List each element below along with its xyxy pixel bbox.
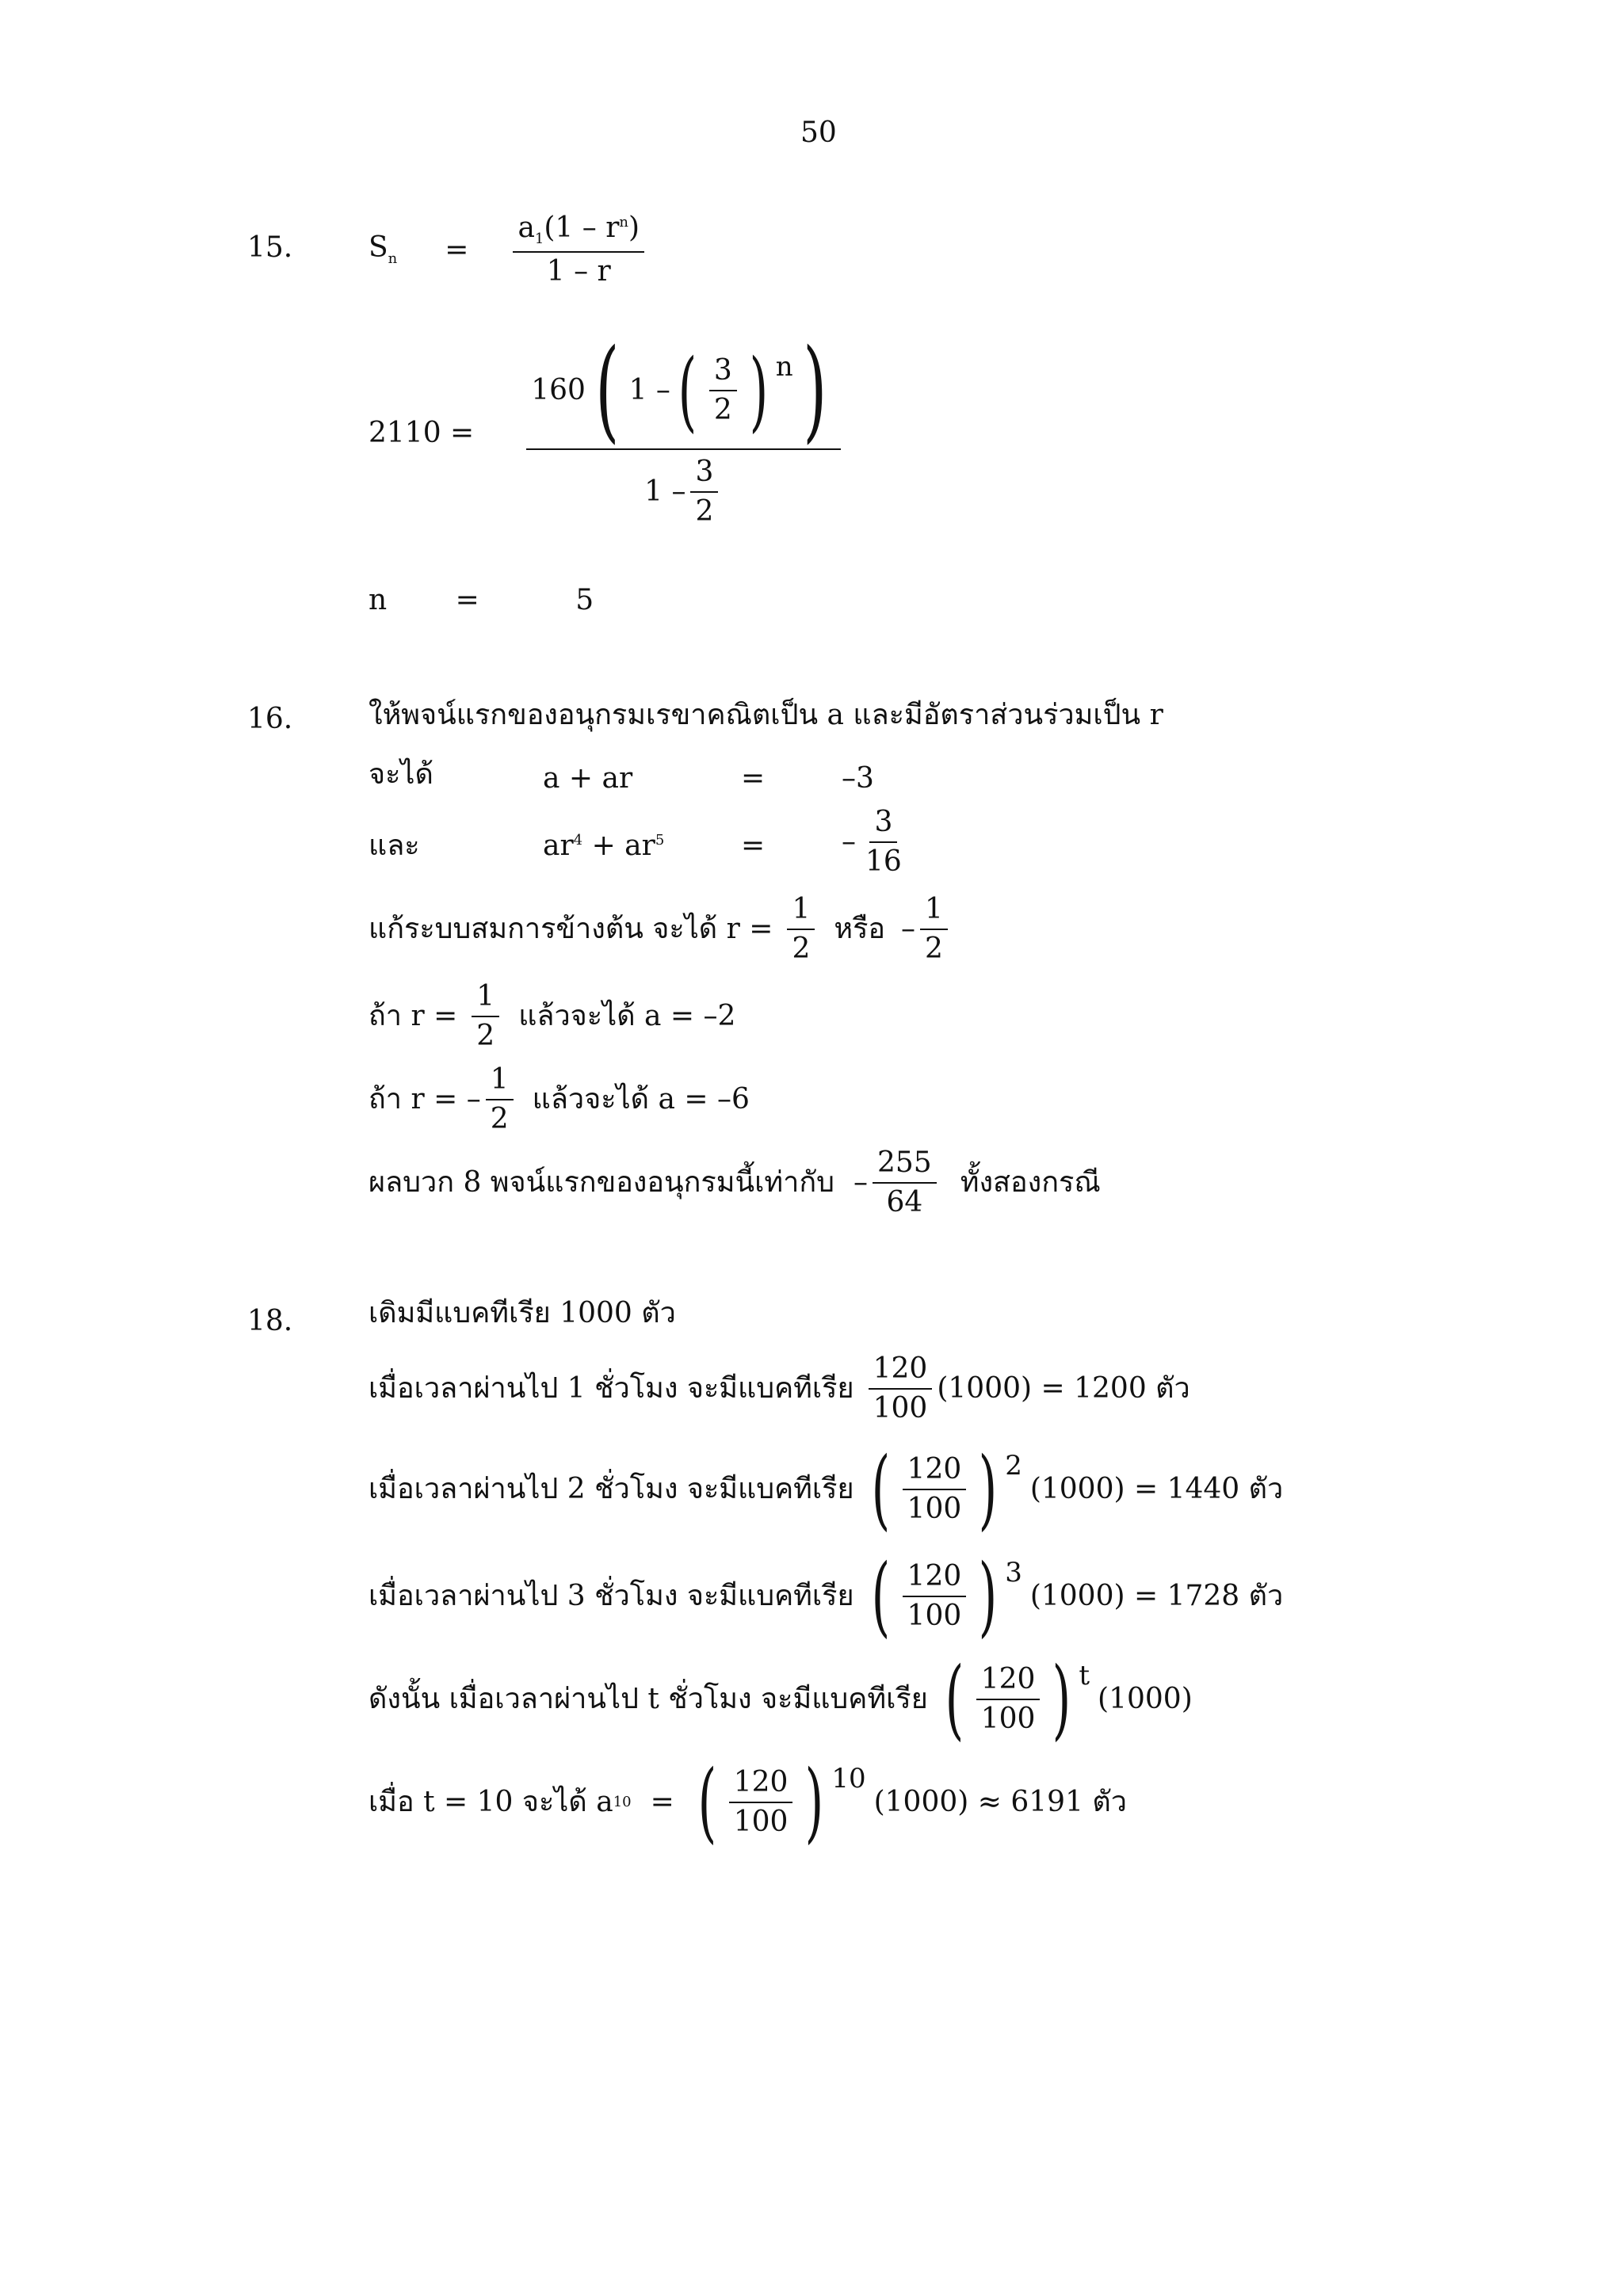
p15-line3: n = 5 [369,584,594,616]
p16-r6: ผลบวก 8 พจน์แรกของอนุกรมนี้เท่ากับ – $\frac{255}{64}$ ทั้งสองกรณี [369,1146,1101,1219]
p15-line1 [369,214,649,286]
p16-r2-expr: $ar^4 + ar^5$ [543,830,665,862]
p16-r1-rhs: –3 [842,762,874,795]
p18-hour2: เมื่อเวลาผ่านไป 2 ชั่วโมง จะมีแบคทีเรีย ( $\frac{120}{100}$ ) 2 (1000) = 1440 ตัว [369,1438,1284,1539]
problem-16-label: 16. [247,703,293,735]
p16-r2-word: และ [369,830,420,862]
p16-r1-word: จะได้ [369,758,433,791]
p16-intro: ให้พจน์แรกของอนุกรมเรขาคณิตเป็น a และมีอัตราส่วนร่วมเป็น r [369,699,1163,731]
p16-r3: แก้ระบบสมการข้างต้น จะได้ r = $\frac{1}{2}$ หรือ – $\frac{1}{2}$ [369,895,953,963]
p18-hour1: เมื่อเวลาผ่านไป 1 ชั่วโมง จะมีแบคทีเรีย $\frac{120}{100}$ (1000) = 1200 ตัว [369,1352,1190,1425]
p15-lhs: $S_n$ [369,231,398,268]
p16-r2-rhs: – $\frac{3}{16}$ [842,806,902,878]
p16-r5: ถ้า r = – $\frac{1}{2}$ แล้วจะได้ a = –6 [369,1063,750,1135]
page-number: 50 [800,116,837,149]
problem-18-label: 18. [247,1305,293,1337]
p16-r1-expr: a + ar [543,762,633,795]
p15-line2-fraction: 160 ( 1 – ( $\frac{3}{2}$ ) n ) 1 – $\frac{3}{2}$ [526,341,841,526]
problem-15-label: 15. [247,231,293,264]
p15-sum-formula: $\frac{a_1(1 - r^n)}{1 - r}$ [513,214,644,286]
p16-r1-eq: = [741,762,766,795]
p18-hour3: เมื่อเวลาผ่านไป 3 ชั่วโมง จะมีแบคทีเรีย ( $\frac{120}{100}$ ) 3 (1000) = 1728 ตัว [369,1545,1284,1646]
p18-intro: เดิมมีแบคทีเรีย 1000 ตัว [369,1297,676,1329]
p15-line2 [369,326,846,528]
p18-hour-10: เมื่อ t = 10 จะได้ a 10 = ( $\frac{120}{100}$ ) 10 (1000) ≈ 6191 ตัว [369,1751,1128,1852]
p15-line2-lhs: 2110 = [369,417,475,449]
p15-eq: = [445,233,469,266]
p16-r4: ถ้า r = $\frac{1}{2}$ แล้วจะได้ a = –2 [369,980,736,1052]
p18-hour-t: ดังนั้น เมื่อเวลาผ่านไป t ชั่วโมง จะมีแบคทีเรีย ( $\frac{120}{100}$ ) t (1000) [369,1648,1193,1749]
p16-r2-eq: = [741,830,766,862]
